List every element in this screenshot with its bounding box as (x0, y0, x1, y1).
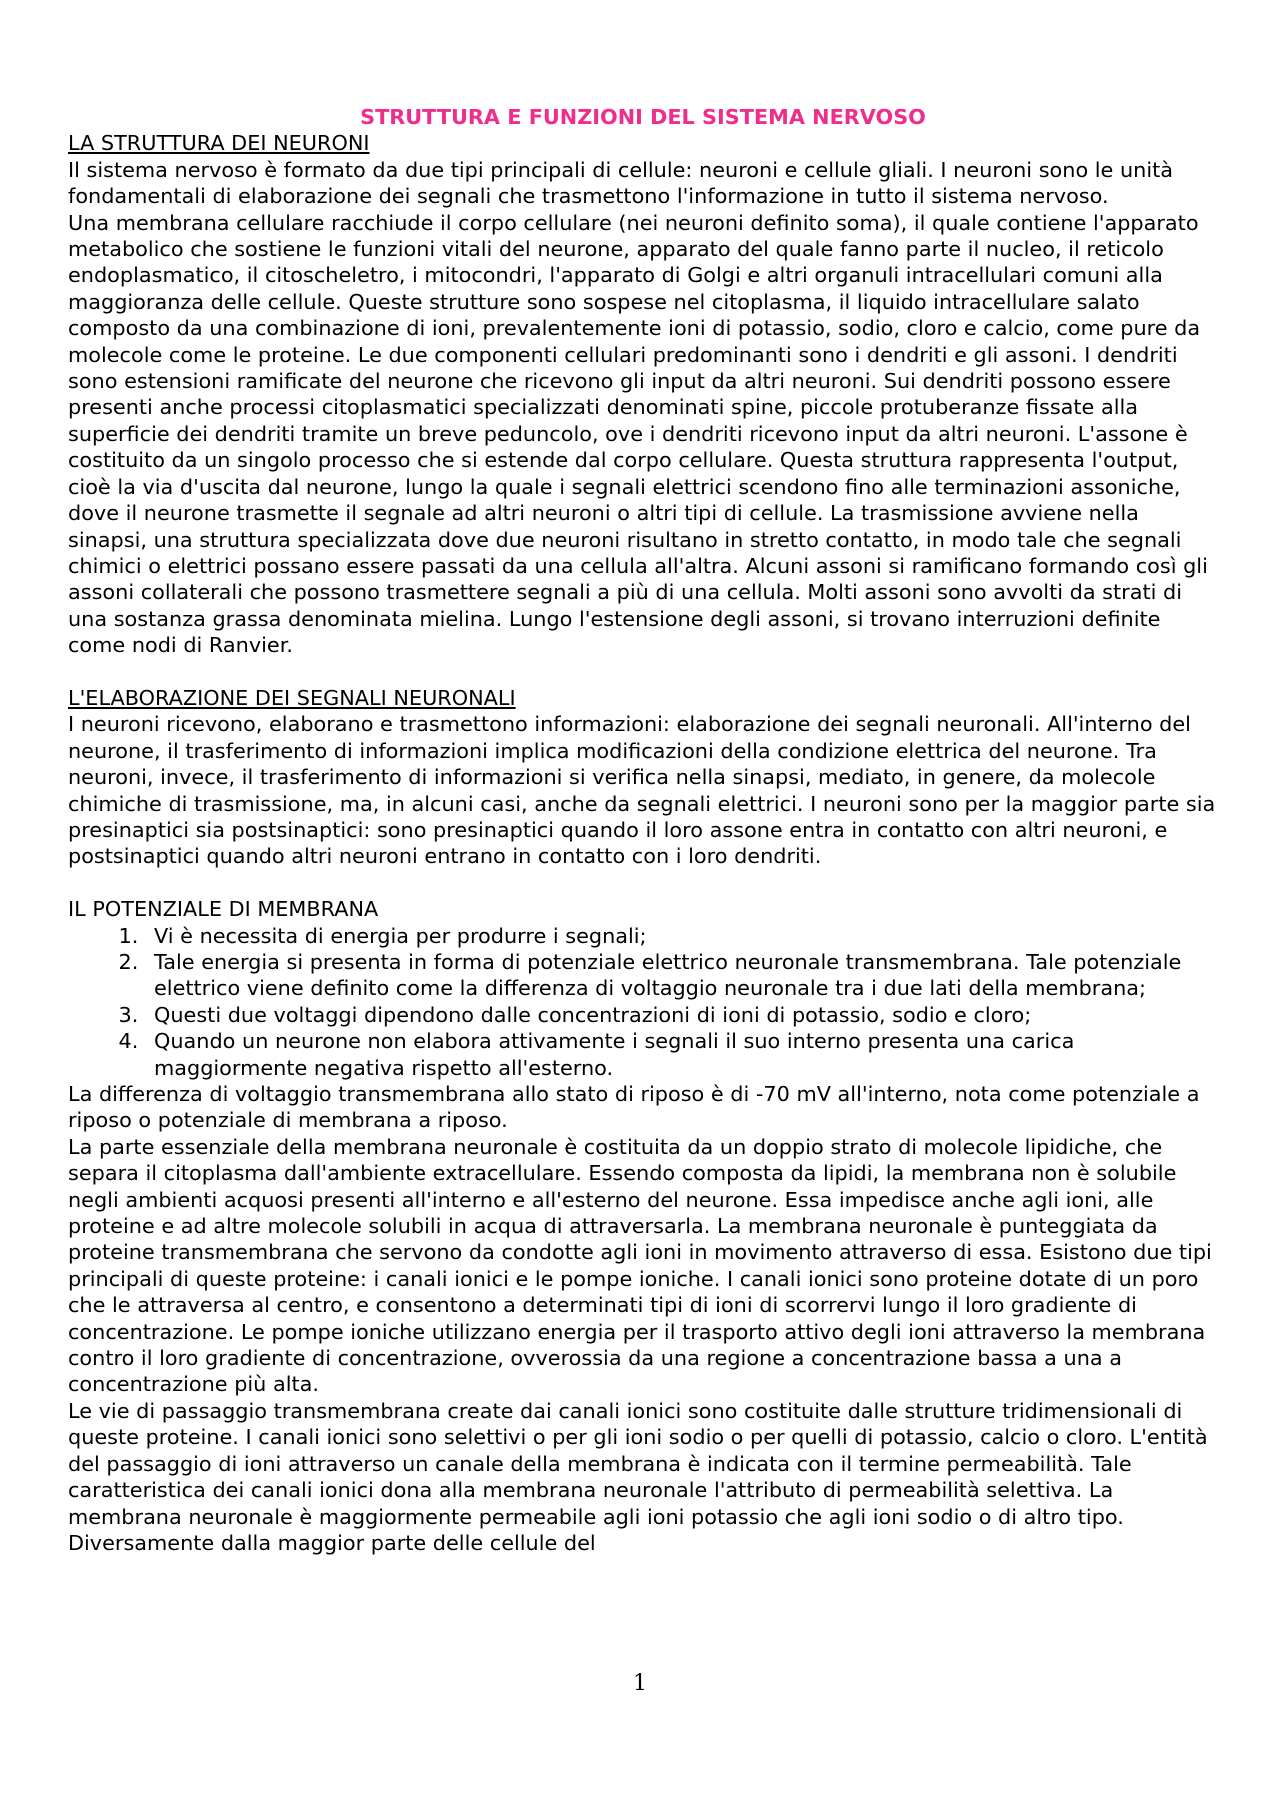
list-item: 2. Tale energia si presenta in forma di potenziale elettrico neuronale transmembrana. Tale potenziale elettrico viene definito come la differenza di voltaggio neuronale tra i due lati della membrana; (145, 949, 1218, 1002)
document-title: STRUTTURA E FUNZIONI DEL SISTEMA NERVOSO (360, 105, 926, 129)
paragraph: Il sistema nervoso è formato da due tipi principali di cellule: neuroni e cellule gliali. I neuroni sono le unità fondamentali di elaborazione dei segnali che trasmettono l'informazione in tutto il sistema nervoso. (68, 157, 1173, 209)
list-item: 4. Quando un neurone non elabora attivamente i segnali il suo interno presenta una carica maggiormente negativa rispetto all'esterno. (145, 1028, 1218, 1081)
paragraph: Le vie di passaggio transmembrana create dai canali ionici sono costituite dalle strutture tridimensionali di queste proteine. I canali ionici sono selettivi o per gli ioni sodio o per quelli di potassio, calcio o cloro. L'entità del passaggio di ioni attraverso un canale della membrana è indicata con il termine permeabilità. Tale caratteristica dei canali ionici dona alla membrana neuronale l'attributo di permeabilità selettiva. La membrana neuronale è maggiormente permeabile agli ioni potassio che agli ioni sodio o di altro tipo. Diversamente dalla maggior parte delle cellule del (68, 1398, 1208, 1555)
page-number: 1 (633, 1671, 647, 1696)
section-heading-elaborazione-segnali: L'ELABORAZIONE DEI SEGNALI NEURONALI (68, 685, 516, 710)
numbered-list (68, 923, 1218, 1081)
section-heading-potenziale-membrana: IL POTENZIALE DI MEMBRANA (68, 897, 379, 922)
document-page (68, 104, 1218, 1556)
paragraph: La parte essenziale della membrana neuronale è costituita da un doppio strato di molecole lipidiche, che separa il citoplasma dall'ambiente extracellulare. Essendo composta da lipidi, la membrana non è solubile negli ambienti acquosi presenti all'interno e all'esterno del neurone. Essa impedisce anche agli ioni, alle proteine e ad altre molecole solubili in acqua di attraversarla. La membrana neuronale è punteggiata da proteine transmembrana che servono da condotte agli ioni in movimento attraverso di essa. Esistono due tipi principali di queste proteine: i canali ionici e le pompe ioniche. I canali ionici sono proteine dotate di un poro che le attraversa al centro, e consentono a determinati tipi di ioni di scorrervi lungo il loro gradiente di concentrazione. Le pompe ioniche utilizzano energia per il trasporto attivo degli ioni attraverso la membrana contro il loro gradiente di concentrazione, ovverossia da una regione a concentrazione bassa a una a concentrazione più alta. (68, 1134, 1212, 1397)
paragraph: I neuroni ricevono, elaborano e trasmettono informazioni: elaborazione dei segnali neuronali. All'interno del neurone, il trasferimento di informazioni implica modificazioni della condizione elettrica del neurone. Tra neuroni, invece, il trasferimento di informazioni si verifica nella sinapsi, mediato, in genere, da molecole chimiche di trasmissione, ma, in alcuni casi, anche da segnali elettrici. I neuroni sono per la maggior parte sia presinaptici sia postsinaptici: sono presinaptici quando il loro assone entra in contatto con altri neuroni, e postsinaptici quando altri neuroni entrano in contatto con i loro dendriti. (68, 712, 1216, 869)
spacer (68, 870, 1218, 896)
spacer (68, 659, 1218, 685)
paragraph: La differenza di voltaggio transmembrana allo stato di riposo è di -70 mV all'interno, nota come potenziale a riposo o potenziale di membrana a riposo. (68, 1082, 1200, 1133)
list-item: 1. Vi è necessita di energia per produrre i segnali; (145, 923, 1218, 949)
section-heading-struttura-neuroni: LA STRUTTURA DEI NEURONI (68, 131, 370, 156)
list-item: 3. Questi due voltaggi dipendono dalle concentrazioni di ioni di potassio, sodio e cloro; (145, 1002, 1218, 1028)
paragraph: Una membrana cellulare racchiude il corpo cellulare (nei neuroni definito soma), il quale contiene l'apparato metabolico che sostiene le funzioni vitali del neurone, apparato del quale fanno parte il nucleo, il reticolo endoplasmatico, il citoscheletro, i mitocondri, l'apparato di Golgi e altri organuli intracellulari comuni alla maggioranza delle cellule. Queste strutture sono sospese nel citoplasma, il liquido intracellulare salato composto da una combinazione di ioni, prevalentemente ioni di potassio, sodio, cloro e calcio, come pure da molecole come le proteine. Le due componenti cellulari predominanti sono i dendriti e gli assoni. I dendriti sono estensioni ramificate del neurone che ricevono gli input da altri neuroni. Sui dendriti possono essere presenti anche processi citoplasmatici specializzati denominati spine, piccole protuberanze fissate alla superficie dei dendriti tramite un breve peduncolo, ove i dendriti ricevono input da altri neuroni. L'assone è costituito da un singolo processo che si estende dal corpo cellulare. Questa struttura rappresenta l'output, cioè la via d'uscita dal neurone, lungo la quale i segnali elettrici scendono fino alle terminazioni assoniche, dove il neurone trasmette il segnale ad altri neuroni o altri tipi di cellule. La trasmissione avviene nella sinapsi, una struttura specializzata dove due neuroni risultano in stretto contatto, in modo tale che segnali chimici o elettrici possano essere passati da una cellula all'altra. Alcuni assoni si ramificano formando così gli assoni collaterali che possono trasmettere segnali a più di una cellula. Molti assoni sono avvolti da strati di una sostanza grassa denominata mielina. Lungo l'estensione degli assoni, si trovano interruzioni definite come nodi di Ranvier. (68, 210, 1208, 658)
